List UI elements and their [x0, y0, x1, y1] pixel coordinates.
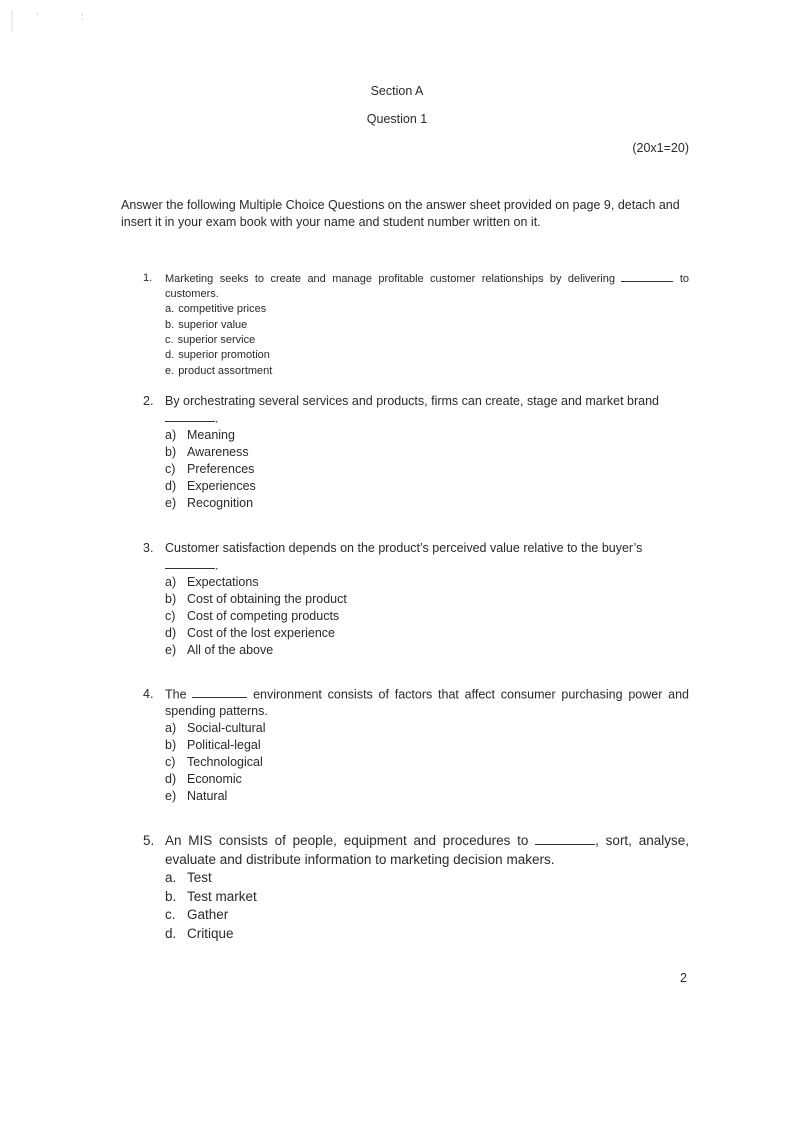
- option-e: [165, 495, 689, 512]
- question-5: [143, 832, 689, 943]
- options-list: [165, 869, 689, 943]
- option-text: Economic: [187, 772, 242, 787]
- option-text: Cost of competing products: [187, 609, 340, 624]
- option-text: competitive prices: [178, 303, 267, 316]
- option-label: a): [165, 721, 177, 736]
- question-1: [143, 271, 689, 379]
- option-c: [165, 754, 689, 771]
- question-number: 2.: [143, 394, 154, 408]
- option-text: Gather: [187, 907, 229, 923]
- option-text: Meaning: [187, 428, 235, 443]
- question-stem: [165, 271, 689, 302]
- option-text: superior promotion: [178, 349, 270, 362]
- option-text: superior service: [177, 334, 256, 347]
- option-label: c.: [165, 907, 176, 923]
- question-2: [143, 393, 689, 512]
- option-label: c): [165, 755, 176, 770]
- options-list: [165, 574, 689, 659]
- option-e: [165, 788, 689, 805]
- option-text: Expectations: [187, 575, 259, 590]
- option-label: d): [165, 479, 177, 494]
- option-text: superior value: [178, 318, 248, 331]
- option-label: b): [165, 445, 177, 460]
- answer-blank: [165, 410, 215, 422]
- options-list: [165, 720, 689, 805]
- scan-artifact: [82, 14, 83, 16]
- option-label: a): [165, 428, 177, 443]
- option-b: [165, 591, 689, 608]
- option-c: [165, 333, 689, 348]
- question-number: 3.: [143, 541, 154, 555]
- option-text: Critique: [187, 925, 234, 941]
- option-label: c.: [165, 334, 174, 347]
- option-c: [165, 906, 689, 925]
- option-e: [165, 364, 689, 379]
- option-label: b.: [165, 318, 175, 331]
- option-d: [165, 771, 689, 788]
- stem-text: , sort, analyse, evaluate and distribute information to marketing decision makers.: [165, 833, 689, 867]
- question-title: Question 1: [366, 112, 428, 126]
- option-text: Cost of obtaining the product: [187, 592, 347, 607]
- options-list: [165, 427, 689, 512]
- option-d: [165, 625, 689, 642]
- question-number: 4.: [143, 687, 154, 701]
- page-number: 2: [680, 971, 687, 985]
- option-a: [165, 427, 689, 444]
- option-a: [165, 720, 689, 737]
- option-label: d.: [165, 925, 177, 941]
- option-label: d): [165, 626, 177, 641]
- option-text: Social-cultural: [187, 721, 266, 736]
- option-text: All of the above: [187, 643, 274, 658]
- question-4: [143, 686, 689, 805]
- option-text: Awareness: [187, 445, 249, 460]
- option-text: Recognition: [187, 496, 254, 511]
- option-c: [165, 461, 689, 478]
- option-d: [165, 478, 689, 495]
- option-d: [165, 348, 689, 363]
- option-label: b): [165, 738, 177, 753]
- marks-allocation: (20x1=20): [632, 141, 689, 155]
- option-label: b): [165, 592, 177, 607]
- question-stem: [165, 686, 689, 720]
- answer-blank: [535, 832, 595, 845]
- stem-text: to customers.: [165, 272, 689, 301]
- question-number: 5.: [143, 833, 155, 848]
- question-stem: [165, 832, 689, 869]
- stem-text: .: [215, 411, 219, 426]
- stem-text: .: [215, 558, 219, 573]
- option-label: a.: [165, 870, 177, 886]
- option-text: Experiences: [187, 479, 256, 494]
- stem-text: The: [165, 687, 193, 702]
- option-a: [165, 574, 689, 591]
- question-number: 1.: [143, 272, 153, 284]
- section-title: Section A: [370, 84, 424, 98]
- option-e: [165, 642, 689, 659]
- option-d: [165, 925, 689, 944]
- option-a: [165, 869, 689, 888]
- scan-artifact: [82, 18, 83, 20]
- option-text: Test market: [187, 888, 257, 904]
- option-text: Preferences: [187, 462, 255, 477]
- option-text: product assortment: [178, 364, 273, 377]
- answer-blank: [165, 557, 215, 569]
- option-label: e): [165, 496, 177, 511]
- question-stem: [165, 393, 689, 427]
- option-b: [165, 318, 689, 333]
- option-a: [165, 302, 689, 317]
- stem-text: Marketing seeks to create and manage profitable customer relationships by delivering: [165, 272, 622, 285]
- question-stem: [165, 540, 689, 574]
- stem-text: By orchestrating several services and products, firms can create, stage and market brand: [165, 394, 659, 408]
- instructions: Answer the following Multiple Choice Questions on the answer sheet provided on page 9, detach and insert it in your exam book with your name and student number written on it.: [121, 198, 680, 229]
- option-label: e.: [165, 364, 175, 377]
- answer-blank: [621, 271, 673, 282]
- option-text: Technological: [187, 755, 263, 770]
- scan-artifact: [37, 13, 38, 15]
- option-label: e): [165, 643, 177, 658]
- option-b: [165, 888, 689, 907]
- option-c: [165, 608, 689, 625]
- option-label: d): [165, 772, 177, 787]
- answer-blank: [192, 686, 247, 698]
- option-label: a): [165, 575, 177, 590]
- option-text: Test: [187, 870, 212, 886]
- option-label: d.: [165, 349, 175, 362]
- option-b: [165, 737, 689, 754]
- options-list: [165, 302, 689, 378]
- question-3: [143, 540, 689, 659]
- stem-text: environment consists of factors that affect consumer purchasing power and spending patterns.: [165, 687, 689, 719]
- option-label: c): [165, 609, 176, 624]
- option-text: Political-legal: [187, 738, 261, 753]
- stem-text: An MIS consists of people, equipment and procedures to: [165, 833, 536, 849]
- option-label: a.: [165, 303, 175, 316]
- option-label: c): [165, 462, 176, 477]
- option-label: b.: [165, 888, 177, 904]
- option-text: Natural: [187, 789, 228, 804]
- option-text: Cost of the lost experience: [187, 626, 335, 641]
- option-label: e): [165, 789, 177, 804]
- scan-artifact: [11, 10, 13, 32]
- stem-text: Customer satisfaction depends on the product’s perceived value relative to the buyer’s: [165, 541, 643, 555]
- option-b: [165, 444, 689, 461]
